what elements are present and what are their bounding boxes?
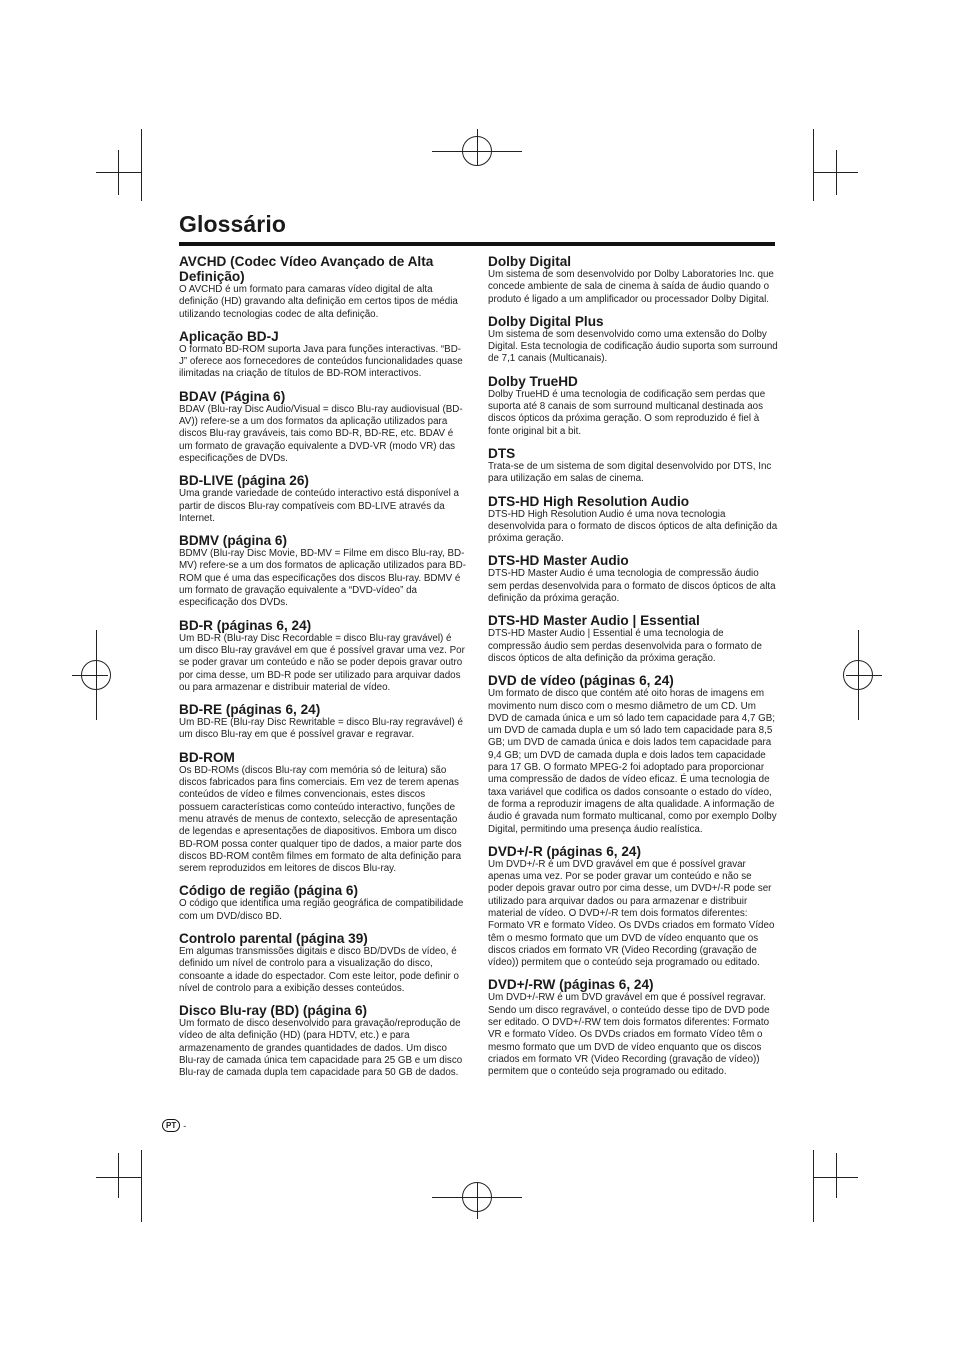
glossary-term: Dolby Digital bbox=[488, 254, 572, 269]
glossary-entry bbox=[488, 844, 778, 970]
glossary-term: BDMV (página 6) bbox=[179, 533, 287, 549]
glossary-definition: DTS-HD Master Audio | Essential é uma tecnologia de compressão áudio sem perdas desenvolvida para o formato de discos ópticos de alta definição da próxima geração. bbox=[488, 628, 762, 664]
glossary-definition: Um BD-R (Blu-ray Disc Recordable = disco Blu-ray gravável) é um disco Blu-ray gravável em que é possível gravar uma vez. Por se poder gravar um conteúdo e não se poder depois gravar outro por cima desse, um BD-R pode ser utilizado para arquivar dados ou para armazenar e distribuir material de vídeo. bbox=[179, 632, 465, 693]
glossary-definition: Uma grande variedade de conteúdo interactivo está disponível a partir de discos Blu-ray compatíveis com BD-LIVE através da Internet. bbox=[179, 488, 459, 524]
glossary-entry bbox=[488, 374, 778, 438]
glossary-term: BDAV (Página 6) bbox=[179, 388, 286, 404]
page-title: Glossário bbox=[179, 211, 286, 237]
glossary-entry bbox=[179, 883, 467, 923]
glossary-entry bbox=[179, 329, 467, 381]
glossary-definition: Trata-se de um sistema de som digital desenvolvido por DTS, Inc para utilização em salas de cinema. bbox=[488, 460, 772, 485]
glossary-definition: Um DVD+/-R é um DVD gravável em que é possível gravar apenas uma vez. Por se poder gravar um conteúdo e não se poder depois gravar outro por cima desse, um DVD+/-R pode ser utilizado para arquivar dados ou para armazenar e distribuir material de vídeo. O DVD+/-R tem dois formatos diferentes: Formato VR e formato Vídeo. Os DVDs criados em formato Vídeo têm o mesmo formato que um DVD de vídeo enquanto que os discos criados em formato VR (Video Recording (gravação de vídeo)) permitem que o conteúdo seja programado ou editado. bbox=[488, 858, 775, 969]
glossary-definition: O AVCHD é um formato para camaras vídeo digital de alta definição (HD) gravando alta definição em certos tipos de média utilizando tecnologias codec de alta definição. bbox=[179, 284, 458, 320]
glossary-definition: Um sistema de som desenvolvido por Dolby Laboratories Inc. que concede ambiente de sala de cinema à saída de áudio quando o produto é ligado a um amplificador ou processador Dolby Digital. bbox=[488, 269, 774, 305]
glossary-definition: Os BD-ROMs (discos Blu-ray com memória só de leitura) são discos fabricados para fins comerciais. Em vez de terem apenas conteúdos de vídeo e filmes convencionais, estes discos possuem características como conteúdo interactivo, funções de menu através de menus de contexto, selecção de apresentação de legendas e apresentações de diapositivos. Embora um disco BD-ROM possa conter qualquer tipo de dados, a maior parte dos discos BD-ROM contêm filmes em formato de alta definição para serem reproduzidos em leitores de discos Blu-ray. bbox=[179, 764, 462, 875]
glossary-definition: BDMV (Blu-ray Disc Movie, BD-MV = Filme em disco Blu-ray, BD-MV) refere-se a um dos formatos de aplicação utilizados para BD-ROM que é uma das especificações dos discos Blu-ray. BDMV é um formato de gravação equivalente a “DVD-vídeo” da especificação dos DVDs. bbox=[179, 548, 466, 609]
glossary-term: DTS bbox=[488, 445, 516, 461]
glossary-definition: O formato BD-ROM suporta Java para funções interactivas. “BD-J” oferece aos fornecedores de conteúdos funcionalidades quase ilimitadas na criação de títulos de BD-ROM interactivos. bbox=[179, 343, 463, 380]
glossary-term: Disco Blu-ray (BD) (página 6) bbox=[179, 1003, 368, 1019]
glossary-definition: Um formato de disco que contém até oito horas de imagens em movimento num disco com o mesmo diâmetro de um CD. Um DVD de camada única e um só lado tem capacidade para 4,7 GB; um DVD de camada dupla e um só lado tem capacidade para 8,5 GB; um DVD de camada única e dois lados tem capacidade para 9,4 GB; um DVD de camada dupla e dois lados tem capacidade para 17 GB. O formato MPEG-2 foi adoptado para proporcionar uma compressão de dados de vídeo eficaz. É uma tecnologia de taxa variável que codifica os dados consoante o estado do vídeo, de forma a reproduzir imagens de alta qualidade. A informação de áudio é gravada num formato multicanal, como por exemplo Dolby Digital, permitindo uma presença áudio realística. bbox=[488, 688, 777, 835]
glossary-definition: Um sistema de som desenvolvido como uma extensão do Dolby Digital. Esta tecnologia de codificação áudio suporta som surround de 7,1 canais (Multicanais). bbox=[488, 328, 778, 365]
glossary-definition: Dolby TrueHD é uma tecnologia de codificação sem perdas que suporta até 8 canais de som surround multicanal destinada aos discos ópticos da próxima geração. O som reproduzido é fiel à fonte original bit a bit. bbox=[488, 388, 766, 437]
glossary-entry bbox=[488, 673, 778, 836]
glossary-entry bbox=[179, 618, 467, 694]
glossary-entry bbox=[488, 977, 778, 1078]
glossary-entry bbox=[179, 389, 467, 465]
glossary-definition: DTS-HD High Resolution Audio é uma nova tecnologia desenvolvida para o formato de discos ópticos de alta definição da próxima geração. bbox=[488, 508, 778, 545]
glossary-entry bbox=[179, 254, 467, 321]
glossary-term: Dolby TrueHD bbox=[488, 373, 578, 389]
glossary-term: DTS-HD High Resolution Audio bbox=[488, 493, 690, 509]
glossary-definition: O código que identifica uma região geográfica de compatibilidade com um DVD/disco BD. bbox=[179, 898, 464, 922]
glossary-entry bbox=[179, 750, 467, 876]
glossary-definition: Um formato de disco desenvolvido para gravação/reprodução de vídeo de alta definição (HD) (para HDTV, etc.) e para armazenamento de grandes quantidades de dados. Um disco Blu-ray de camada única tem capacidade para 25 GB e um disco Blu-ray de camada dupla tem capacidade para 50 GB de dados. bbox=[179, 1018, 463, 1079]
glossary-entry bbox=[488, 494, 778, 546]
glossary-entry bbox=[488, 446, 778, 486]
glossary-entry bbox=[179, 533, 467, 609]
glossary-column-right bbox=[488, 254, 778, 1079]
glossary-term: BD-LIVE (página 26) bbox=[179, 473, 309, 489]
glossary-term: BD-RE (páginas 6, 24) bbox=[179, 702, 321, 718]
glossary-term: BD-R (páginas 6, 24) bbox=[179, 617, 312, 633]
glossary-term: DTS-HD Master Audio | Essential bbox=[488, 613, 700, 629]
glossary-entry bbox=[179, 931, 467, 995]
glossary-entry bbox=[179, 473, 467, 525]
glossary-term: Aplicação BD-J bbox=[179, 328, 279, 344]
glossary-term: DTS-HD Master Audio bbox=[488, 553, 629, 569]
glossary-term: Código de região (página 6) bbox=[179, 883, 358, 899]
glossary-definition: DTS-HD Master Audio é uma tecnologia de compressão áudio sem perdas desenvolvida para o formato de discos ópticos de alta definição da próxima geração. bbox=[488, 568, 776, 605]
glossary-entry bbox=[488, 254, 778, 306]
glossary-term: DVD de vídeo (páginas 6, 24) bbox=[488, 673, 674, 689]
glossary-term: Dolby Digital Plus bbox=[488, 313, 604, 329]
glossary-definition: Um BD-RE (Blu-ray Disc Rewritable = disco Blu-ray regravável) é um disco Blu-ray em que é possível gravar e regravar. bbox=[179, 717, 463, 741]
glossary-term: DVD+/-R (páginas 6, 24) bbox=[488, 843, 641, 859]
page-number-suffix: - bbox=[183, 1120, 187, 1131]
glossary-term: DVD+/-RW (páginas 6, 24) bbox=[488, 977, 654, 993]
glossary-term: Controlo parental (página 39) bbox=[179, 930, 368, 946]
glossary-definition: Em algumas transmissões digitais e disco BD/DVDs de vídeo, é definido um nível de controlo para a visualização do disco, consoante a idade do espectador. Com este leitor, pode definir o nível de controlo para a exibição desses conteúdos. bbox=[179, 945, 459, 994]
glossary-entry bbox=[179, 702, 467, 742]
glossary-entry bbox=[488, 314, 778, 366]
language-badge: PT bbox=[162, 1119, 180, 1132]
glossary-column-left bbox=[179, 254, 467, 1080]
glossary-definition: Um DVD+/-RW é um DVD gravável em que é possível regravar. Sendo um disco regravável, o conteúdo desse tipo de DVD pode ser editado. O DVD+/-RW tem dois formatos diferentes: Formato VR e formato Vídeo. Os DVDs criados em formato Vídeo têm o mesmo formato que um DVD de vídeo enquanto que os discos criados em formato VR (Video Recording (gravação de vídeo)) permitem que o conteúdo seja programado ou editado. bbox=[488, 992, 770, 1078]
page-number bbox=[162, 1119, 186, 1132]
glossary-term: BD-ROM bbox=[179, 749, 235, 765]
glossary-term: AVCHD (Codec Vídeo Avançado de Alta Definição) bbox=[179, 254, 434, 284]
glossary-definition: BDAV (Blu-ray Disc Audio/Visual = disco Blu-ray audiovisual (BD-AV)) refere-se a um dos formatos da aplicação utilizados para discos Blu-ray graváveis, tais como BD-R, BD-RE, etc. BDAV é um formato de gravação equivalente a DVD-VR (modo VR) das especificações de DVDs. bbox=[179, 403, 463, 464]
title-rule bbox=[179, 242, 775, 246]
glossary-entry bbox=[488, 613, 778, 665]
glossary-entry bbox=[179, 1003, 467, 1079]
glossary-entry bbox=[488, 553, 778, 605]
